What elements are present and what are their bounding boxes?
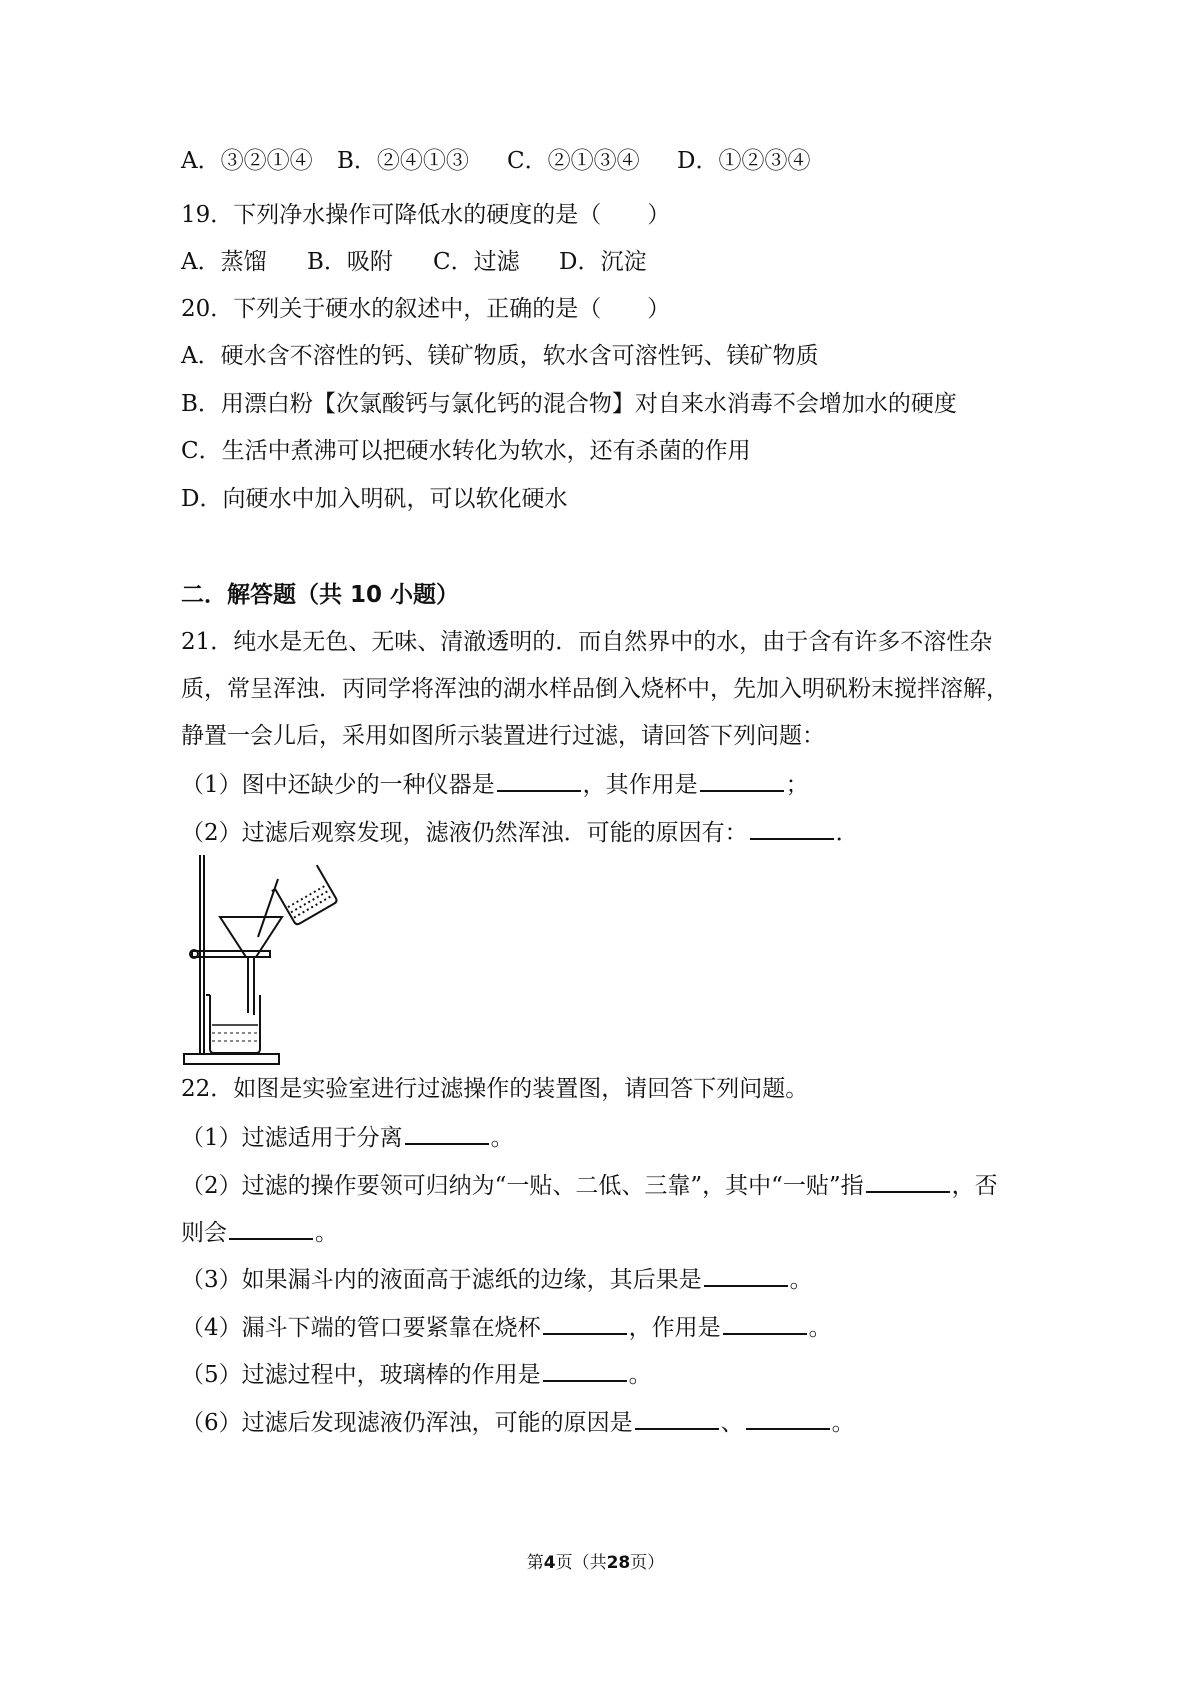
q22-part-2-text-a: （2）过滤的操作要领可归纳为“一贴、二低、三靠”，其中“一贴”指 <box>181 1173 864 1199</box>
q22-part-5-text-b: 。 <box>628 1362 652 1388</box>
footer-middle: 页（共 <box>555 1553 607 1573</box>
q22-part-2-text-c: 则会 <box>181 1220 227 1246</box>
q21-part-2-text-b: ． <box>835 820 859 846</box>
answer-blank <box>497 768 581 792</box>
answer-blank <box>229 1216 313 1240</box>
q22-part-6-text-a: （6）过滤后发现滤液仍浑浊，可能的原因是 <box>181 1410 633 1436</box>
answer-blank <box>700 768 784 792</box>
q22-stem: 22．如图是实验室进行过滤操作的装置图，请回答下列问题。 <box>181 1076 809 1102</box>
q21-part-1 <box>181 768 809 800</box>
q22-part-4-text-b: ，作用是 <box>628 1315 721 1341</box>
q22-part-5-text-a: （5）过滤过程中，玻璃棒的作用是 <box>181 1362 541 1388</box>
q22-part-1-text-a: （1）过滤适用于分离 <box>181 1125 403 1151</box>
page-footer <box>0 1548 1191 1573</box>
q22-part-6-text-c: 。 <box>831 1410 855 1436</box>
total-pages: 28 <box>606 1553 631 1573</box>
filtration-apparatus-figure <box>182 853 342 1068</box>
answer-blank <box>723 1311 807 1335</box>
q22-part-2-text-b: ，否 <box>951 1173 998 1199</box>
q22-part-2-cont <box>181 1216 338 1248</box>
q21-part-2 <box>181 816 859 848</box>
answer-blank <box>405 1121 489 1145</box>
q19-stem: 19．下列净水操作可降低水的硬度的是（ ） <box>181 202 671 228</box>
q21-part-1-text-b: ，其作用是 <box>582 772 698 798</box>
q22-part-2-text-d: 。 <box>315 1220 338 1246</box>
q22-part-1-text-b: 。 <box>490 1125 514 1151</box>
q21-line-2: 质，常呈浑浊．丙同学将浑浊的湖水样品倒入烧杯中，先加入明矾粉末搅拌溶解， <box>181 676 1009 702</box>
footer-prefix: 第 <box>526 1553 544 1573</box>
q22-part-1 <box>181 1121 514 1153</box>
q18-option-b: B．②④①③ <box>337 148 469 174</box>
answer-blank <box>746 1406 830 1430</box>
q20-option-a: A．硬水含不溶性的钙、镁矿物质，软水含可溶性钙、镁矿物质 <box>181 343 819 369</box>
receiving-beaker <box>210 995 260 1053</box>
answer-blank <box>543 1358 627 1382</box>
q18-option-a: A．③②①④ <box>181 148 313 174</box>
q19-option-c: C．过滤 <box>433 249 520 275</box>
q21-line-3: 静置一会儿后，采用如图所示装置进行过滤，请回答下列问题： <box>181 723 825 749</box>
q19-options <box>181 247 646 277</box>
q22-part-4 <box>181 1311 832 1343</box>
q22-part-5 <box>181 1358 652 1390</box>
stand-base <box>184 1054 279 1064</box>
answer-blank <box>704 1263 788 1287</box>
footer-suffix: 页） <box>630 1553 665 1573</box>
answer-blank <box>635 1406 719 1430</box>
q22-part-4-text-c: 。 <box>808 1315 832 1341</box>
answer-blank <box>866 1169 950 1193</box>
q19-option-a: A．蒸馏 <box>181 249 267 275</box>
page-number: 4 <box>543 1553 556 1573</box>
q18-option-d: D．①②③④ <box>677 148 811 174</box>
q20-option-d: D．向硬水中加入明矾，可以软化硬水 <box>181 486 568 512</box>
q21-line-1: 21．纯水是无色、无味、清澈透明的．而自然界中的水，由于含有许多不溶性杂 <box>181 629 993 655</box>
section-title: 二．解答题（共 10 小题） <box>181 582 460 608</box>
q22-part-2 <box>181 1169 998 1201</box>
answer-blank <box>750 816 834 840</box>
q22-part-6-text-b: 、 <box>720 1410 744 1436</box>
q22-part-3-text-a: （3）如果漏斗内的液面高于滤纸的边缘，其后果是 <box>181 1267 702 1293</box>
q21-part-2-text-a: （2）过滤后观察发现，滤液仍然浑浊．可能的原因有： <box>181 820 748 846</box>
q22-part-4-text-a: （4）漏斗下端的管口要紧靠在烧杯 <box>181 1315 541 1341</box>
answer-blank <box>543 1311 627 1335</box>
q22-part-6 <box>181 1406 855 1438</box>
q18-option-c: C．②①③④ <box>507 148 640 174</box>
q20-stem: 20．下列关于硬水的叙述中，正确的是（ ） <box>181 296 671 322</box>
q19-option-d: D．沉淀 <box>559 249 647 275</box>
q21-part-1-text-a: （1）图中还缺少的一种仪器是 <box>181 772 495 798</box>
q20-option-b: B．用漂白粉【次氯酸钙与氯化钙的混合物】对自来水消毒不会增加水的硬度 <box>181 391 957 417</box>
q20-option-c: C．生活中煮沸可以把硬水转化为软水，还有杀菌的作用 <box>181 438 751 464</box>
q19-option-b: B．吸附 <box>307 249 393 275</box>
q22-part-3 <box>181 1263 813 1295</box>
q18-options <box>181 146 810 176</box>
q22-part-3-text-b: 。 <box>789 1267 813 1293</box>
q21-part-1-text-c: ； <box>785 772 809 798</box>
